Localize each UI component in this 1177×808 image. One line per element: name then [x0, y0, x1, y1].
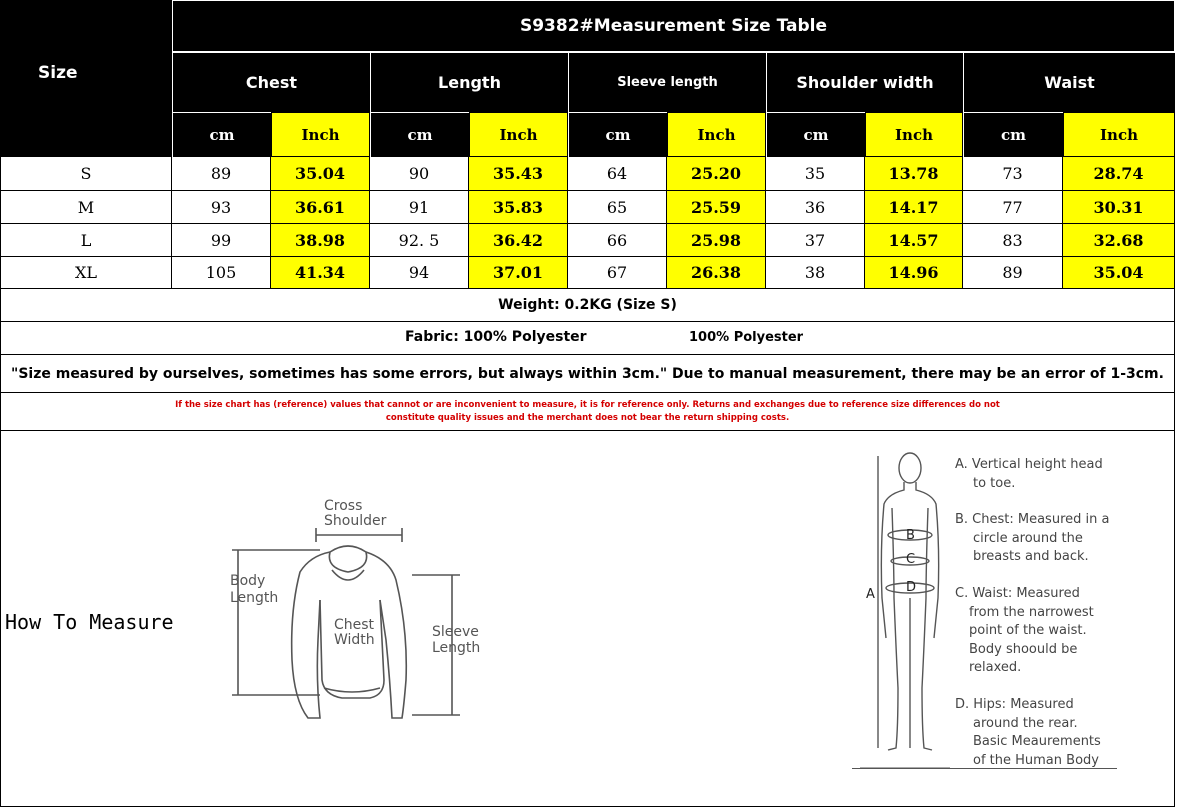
chest-width-label-2: Width	[334, 632, 375, 648]
sleeve-length-label-1: Sleeve	[432, 624, 479, 640]
table-cell: 14.57	[865, 224, 963, 257]
size-header-label: Size	[38, 62, 78, 83]
red-note	[175, 399, 1000, 425]
unit-cm-header-3: cm	[766, 112, 865, 157]
table-cell: 93	[172, 191, 271, 224]
cross-shoulder-label-1: Cross	[324, 498, 363, 514]
size-column-header	[0, 0, 172, 157]
column-header-2: Sleeve length	[568, 52, 766, 112]
red-note-row	[0, 393, 1175, 431]
column-header-4: Waist	[963, 52, 1175, 112]
body-note-b	[955, 511, 1109, 567]
unit-cm-header-4: cm	[963, 112, 1063, 157]
table-cell: 14.17	[865, 191, 963, 224]
table-row-size-label: M	[0, 191, 172, 224]
red-note-line-1: If the size chart has (reference) values that cannot or are inconvenient to measure, it is for reference only. Returns and exchanges due to reference size differences do not	[175, 399, 1000, 410]
fabric-text: Fabric: 100% Polyester	[405, 329, 587, 345]
body-note-b-line-2: circle around the	[973, 530, 1083, 546]
column-header-3: Shoulder width	[766, 52, 963, 112]
table-cell: 41.34	[271, 257, 370, 289]
body-length-label-1: Body	[230, 573, 266, 589]
body-note-c	[955, 585, 1094, 678]
table-cell: 35.83	[469, 191, 568, 224]
table-cell: 25.98	[667, 224, 766, 257]
fabric-extra-text: 100% Polyester	[689, 330, 804, 345]
table-cell: 92. 5	[370, 224, 469, 257]
table-cell: 37	[766, 224, 865, 257]
table-cell: 35.04	[1063, 257, 1175, 289]
body-diagram	[860, 448, 950, 768]
how-to-measure-label: How To Measure	[5, 610, 174, 634]
body-note-b-line-1: B. Chest: Measured in a	[955, 512, 1110, 527]
table-cell: 36.61	[271, 191, 370, 224]
table-cell: 37.01	[469, 257, 568, 289]
table-cell: 35.43	[469, 157, 568, 191]
body-note-d-line-4: of the Human Body	[973, 752, 1099, 768]
unit-inch-header-1: Inch	[469, 112, 568, 157]
table-cell: 89	[963, 257, 1063, 289]
unit-inch-header-4: Inch	[1063, 112, 1175, 157]
table-cell: 14.96	[865, 257, 963, 289]
body-note-a	[955, 456, 1103, 493]
fabric-row	[0, 322, 1175, 355]
body-note-c-line-1: C. Waist: Measured	[955, 586, 1080, 601]
unit-cm-header-1: cm	[370, 112, 469, 157]
table-cell: 73	[963, 157, 1063, 191]
table-cell: 38	[766, 257, 865, 289]
disclaimer-text: "Size measured by ourselves, sometimes has some errors, but always within 3cm." Due to manual measurement, there may be an error of 1-3cm.	[11, 365, 1164, 382]
weight-row	[0, 288, 1175, 322]
table-cell: 67	[568, 257, 667, 289]
sleeve-length-label-2: Length	[432, 640, 481, 656]
column-header-1: Length	[370, 52, 568, 112]
chest-width-label-1: Chest	[334, 617, 375, 633]
table-cell: 105	[172, 257, 271, 289]
table-cell: 66	[568, 224, 667, 257]
unit-inch-header-0: Inch	[271, 112, 370, 157]
body-note-b-line-3: breasts and back.	[973, 549, 1089, 564]
body-note-d-line-3: Basic Meaurements	[973, 734, 1101, 749]
red-note-line-2: constitute quality issues and the merchant does not bear the return shipping costs.	[385, 412, 790, 423]
garment-diagram	[220, 490, 490, 730]
table-cell: 94	[370, 257, 469, 289]
unit-cm-header-2: cm	[568, 112, 667, 157]
table-title: S9382#Measurement Size Table	[172, 0, 1175, 52]
table-cell: 26.38	[667, 257, 766, 289]
unit-inch-header-3: Inch	[865, 112, 963, 157]
table-cell: 25.20	[667, 157, 766, 191]
body-note-d-line-1: D. Hips: Measured	[955, 697, 1074, 712]
table-cell: 99	[172, 224, 271, 257]
marker-a: A	[866, 587, 875, 602]
table-cell: 13.78	[865, 157, 963, 191]
table-cell: 32.68	[1063, 224, 1175, 257]
disclaimer-row	[0, 355, 1175, 393]
table-cell: 77	[963, 191, 1063, 224]
table-cell: 36.42	[469, 224, 568, 257]
table-row-size-label: S	[0, 157, 172, 191]
marker-c: C	[906, 552, 916, 567]
table-cell: 64	[568, 157, 667, 191]
cross-shoulder-label-2: Shoulder	[324, 513, 387, 529]
body-note-c-line-5: relaxed.	[969, 660, 1022, 675]
table-cell: 90	[370, 157, 469, 191]
table-cell: 83	[963, 224, 1063, 257]
body-note-d	[955, 696, 1101, 770]
body-note-c-line-4: Body shoould be	[969, 641, 1078, 657]
table-row-size-label: XL	[0, 257, 172, 289]
marker-d: D	[906, 580, 917, 595]
table-cell: 65	[568, 191, 667, 224]
column-header-0: Chest	[172, 52, 370, 112]
body-length-label-2: Length	[230, 590, 279, 606]
table-row-size-label: L	[0, 224, 172, 257]
table-cell: 35	[766, 157, 865, 191]
body-note-c-line-3: point of the waist.	[969, 623, 1087, 638]
marker-b: B	[906, 528, 915, 543]
table-cell: 28.74	[1063, 157, 1175, 191]
table-cell: 38.98	[271, 224, 370, 257]
table-cell: 30.31	[1063, 191, 1175, 224]
unit-cm-header-0: cm	[172, 112, 271, 157]
body-note-d-line-2: around the rear.	[973, 715, 1078, 731]
table-cell: 35.04	[271, 157, 370, 191]
body-note-a-line-2: to toe.	[973, 475, 1016, 491]
unit-inch-header-2: Inch	[667, 112, 766, 157]
body-note-c-line-2: from the narrowest	[969, 604, 1094, 620]
table-cell: 36	[766, 191, 865, 224]
table-cell: 89	[172, 157, 271, 191]
table-cell: 91	[370, 191, 469, 224]
table-cell: 25.59	[667, 191, 766, 224]
body-note-a-line-1: A. Vertical height head	[955, 457, 1103, 472]
weight-text: Weight: 0.2KG (Size S)	[498, 296, 677, 313]
